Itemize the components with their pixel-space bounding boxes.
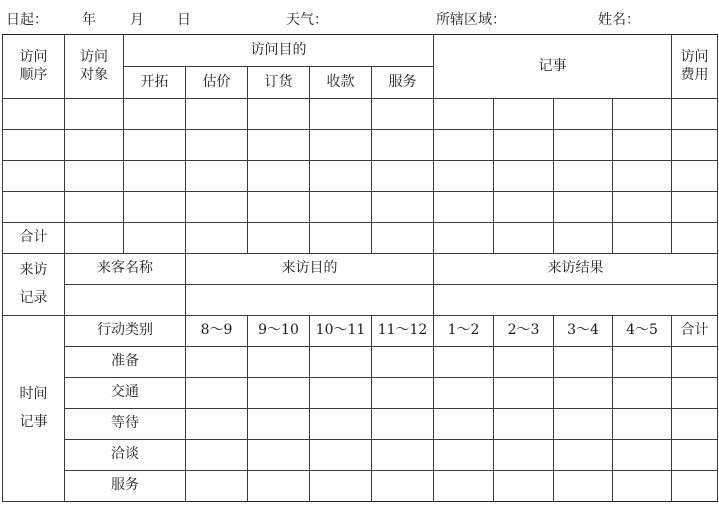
activity-negotiate: 洽谈	[65, 440, 186, 471]
blank-cell[interactable]	[672, 471, 718, 502]
date-label: 日起：	[6, 12, 48, 28]
blank-cell[interactable]	[310, 347, 372, 378]
blank-cell[interactable]	[613, 440, 672, 471]
blank-cell[interactable]	[310, 130, 372, 161]
blank-cell[interactable]	[494, 99, 554, 130]
blank-cell[interactable]	[494, 347, 554, 378]
visit-row	[3, 99, 718, 130]
activity-service: 服务	[65, 471, 186, 502]
blank-cell[interactable]	[434, 99, 494, 130]
blank-cell[interactable]	[186, 471, 248, 502]
blank-cell[interactable]	[65, 99, 124, 130]
incoming-header-row	[3, 254, 718, 285]
month-label: 月	[130, 12, 144, 28]
purpose-develop: 开拓	[124, 67, 186, 99]
blank-cell[interactable]	[672, 223, 718, 254]
blank-cell[interactable]	[310, 161, 372, 192]
blank-cell[interactable]	[310, 223, 372, 254]
blank-cell[interactable]	[124, 130, 186, 161]
blank-cell[interactable]	[3, 130, 65, 161]
blank-cell[interactable]	[186, 347, 248, 378]
activity-row	[3, 409, 718, 440]
visit-row	[3, 161, 718, 192]
slot-10-11: 10～11	[310, 316, 372, 347]
blank-cell[interactable]	[124, 192, 186, 223]
blank-cell[interactable]	[613, 409, 672, 440]
daily-visit-form	[2, 34, 718, 502]
blank-cell[interactable]	[672, 99, 718, 130]
blank-cell[interactable]	[494, 378, 554, 409]
blank-cell[interactable]	[554, 471, 613, 502]
blank-cell[interactable]	[613, 378, 672, 409]
purpose-order: 订货	[248, 67, 310, 99]
blank-cell[interactable]	[494, 223, 554, 254]
blank-cell[interactable]	[65, 223, 124, 254]
blank-cell[interactable]	[613, 161, 672, 192]
weather-label: 天气：	[286, 12, 328, 28]
day-label: 日	[177, 12, 191, 28]
activity-row	[3, 471, 718, 502]
blank-cell[interactable]	[3, 99, 65, 130]
blank-cell[interactable]	[372, 409, 434, 440]
blank-cell[interactable]	[494, 409, 554, 440]
blank-cell[interactable]	[248, 347, 310, 378]
blank-cell[interactable]	[613, 471, 672, 502]
blank-cell[interactable]	[3, 161, 65, 192]
time-log-label: 时间 记事	[3, 316, 65, 502]
blank-cell[interactable]	[554, 347, 613, 378]
blank-cell[interactable]	[672, 440, 718, 471]
incoming-purpose-cell[interactable]	[186, 285, 434, 316]
name-label: 姓名：	[598, 12, 640, 28]
blank-cell[interactable]	[494, 192, 554, 223]
blank-cell[interactable]	[186, 378, 248, 409]
blank-cell[interactable]	[186, 409, 248, 440]
time-total-header: 合计	[672, 316, 718, 347]
incoming-row	[3, 285, 718, 316]
activity-row	[3, 347, 718, 378]
purpose-collect: 收款	[310, 67, 372, 99]
blank-cell[interactable]	[248, 471, 310, 502]
blank-cell[interactable]	[372, 471, 434, 502]
blank-cell[interactable]	[124, 223, 186, 254]
blank-cell[interactable]	[372, 161, 434, 192]
blank-cell[interactable]	[554, 409, 613, 440]
blank-cell[interactable]	[613, 347, 672, 378]
blank-cell[interactable]	[65, 161, 124, 192]
slot-1-2: 1～2	[434, 316, 494, 347]
blank-cell[interactable]	[434, 223, 494, 254]
purpose-quote: 估价	[186, 67, 248, 99]
visit-target-header: 访问 对象	[65, 35, 124, 99]
year-label: 年	[82, 12, 96, 28]
guest-name-header: 来客名称	[65, 254, 186, 285]
blank-cell[interactable]	[248, 409, 310, 440]
slot-3-4: 3～4	[554, 316, 613, 347]
slot-2-3: 2～3	[494, 316, 554, 347]
blank-cell[interactable]	[372, 99, 434, 130]
blank-cell[interactable]	[613, 99, 672, 130]
blank-cell[interactable]	[672, 409, 718, 440]
blank-cell[interactable]	[248, 378, 310, 409]
blank-cell[interactable]	[124, 99, 186, 130]
activity-prepare: 准备	[65, 347, 186, 378]
blank-cell[interactable]	[372, 192, 434, 223]
blank-cell[interactable]	[372, 378, 434, 409]
blank-cell[interactable]	[672, 192, 718, 223]
blank-cell[interactable]	[310, 409, 372, 440]
blank-cell[interactable]	[372, 130, 434, 161]
activity-wait: 等待	[65, 409, 186, 440]
form-header	[0, 0, 719, 34]
time-log-header-row	[3, 316, 718, 347]
activity-transport: 交通	[65, 378, 186, 409]
blank-cell[interactable]	[494, 161, 554, 192]
activity-row	[3, 378, 718, 409]
blank-cell[interactable]	[124, 161, 186, 192]
blank-cell[interactable]	[494, 471, 554, 502]
blank-cell[interactable]	[248, 223, 310, 254]
blank-cell[interactable]	[372, 223, 434, 254]
blank-cell[interactable]	[494, 440, 554, 471]
action-category-header: 行动类别	[65, 316, 186, 347]
activity-row	[3, 440, 718, 471]
blank-cell[interactable]	[554, 99, 613, 130]
slot-9-10: 9～10	[248, 316, 310, 347]
incoming-purpose-header: 来访目的	[186, 254, 434, 285]
blank-cell[interactable]	[554, 130, 613, 161]
slot-8-9: 8～9	[186, 316, 248, 347]
visit-row	[3, 130, 718, 161]
blank-cell[interactable]	[494, 130, 554, 161]
guest-name-cell[interactable]	[65, 285, 186, 316]
blank-cell[interactable]	[65, 192, 124, 223]
blank-cell[interactable]	[554, 440, 613, 471]
visit-row	[3, 192, 718, 223]
blank-cell[interactable]	[672, 161, 718, 192]
blank-cell[interactable]	[434, 409, 494, 440]
visit-total-row	[3, 223, 718, 254]
blank-cell[interactable]	[248, 192, 310, 223]
blank-cell[interactable]	[613, 130, 672, 161]
slot-11-12: 11～12	[372, 316, 434, 347]
visit-total-label: 合计	[3, 223, 65, 254]
blank-cell[interactable]	[613, 223, 672, 254]
blank-cell[interactable]	[248, 99, 310, 130]
blank-cell[interactable]	[672, 347, 718, 378]
blank-cell[interactable]	[310, 378, 372, 409]
blank-cell[interactable]	[434, 192, 494, 223]
visit-purpose-header: 访问目的	[124, 35, 434, 67]
blank-cell[interactable]	[248, 130, 310, 161]
blank-cell[interactable]	[434, 161, 494, 192]
blank-cell[interactable]	[65, 130, 124, 161]
blank-cell[interactable]	[310, 440, 372, 471]
visit-order-header: 访问 顺序	[3, 35, 65, 99]
area-label: 所辖区域：	[436, 12, 506, 28]
blank-cell[interactable]	[186, 99, 248, 130]
blank-cell[interactable]	[434, 347, 494, 378]
blank-cell[interactable]	[554, 378, 613, 409]
blank-cell[interactable]	[248, 161, 310, 192]
blank-cell[interactable]	[310, 99, 372, 130]
blank-cell[interactable]	[310, 471, 372, 502]
blank-cell[interactable]	[186, 192, 248, 223]
blank-cell[interactable]	[248, 440, 310, 471]
blank-cell[interactable]	[434, 440, 494, 471]
incoming-record-label: 来访 记录	[3, 254, 65, 316]
incoming-result-header: 来访结果	[434, 254, 718, 285]
blank-cell[interactable]	[613, 192, 672, 223]
visit-cost-header: 访问 费用	[672, 35, 718, 99]
blank-cell[interactable]	[372, 347, 434, 378]
blank-cell[interactable]	[310, 192, 372, 223]
slot-4-5: 4～5	[613, 316, 672, 347]
blank-cell[interactable]	[186, 161, 248, 192]
blank-cell[interactable]	[554, 192, 613, 223]
blank-cell[interactable]	[372, 440, 434, 471]
incoming-result-cell[interactable]	[434, 285, 718, 316]
blank-cell[interactable]	[3, 192, 65, 223]
blank-cell[interactable]	[186, 130, 248, 161]
blank-cell[interactable]	[434, 378, 494, 409]
blank-cell[interactable]	[434, 471, 494, 502]
blank-cell[interactable]	[672, 130, 718, 161]
purpose-service: 服务	[372, 67, 434, 99]
blank-cell[interactable]	[186, 440, 248, 471]
blank-cell[interactable]	[186, 223, 248, 254]
notes-header: 记事	[434, 35, 672, 99]
blank-cell[interactable]	[672, 378, 718, 409]
blank-cell[interactable]	[434, 130, 494, 161]
blank-cell[interactable]	[554, 161, 613, 192]
blank-cell[interactable]	[554, 223, 613, 254]
